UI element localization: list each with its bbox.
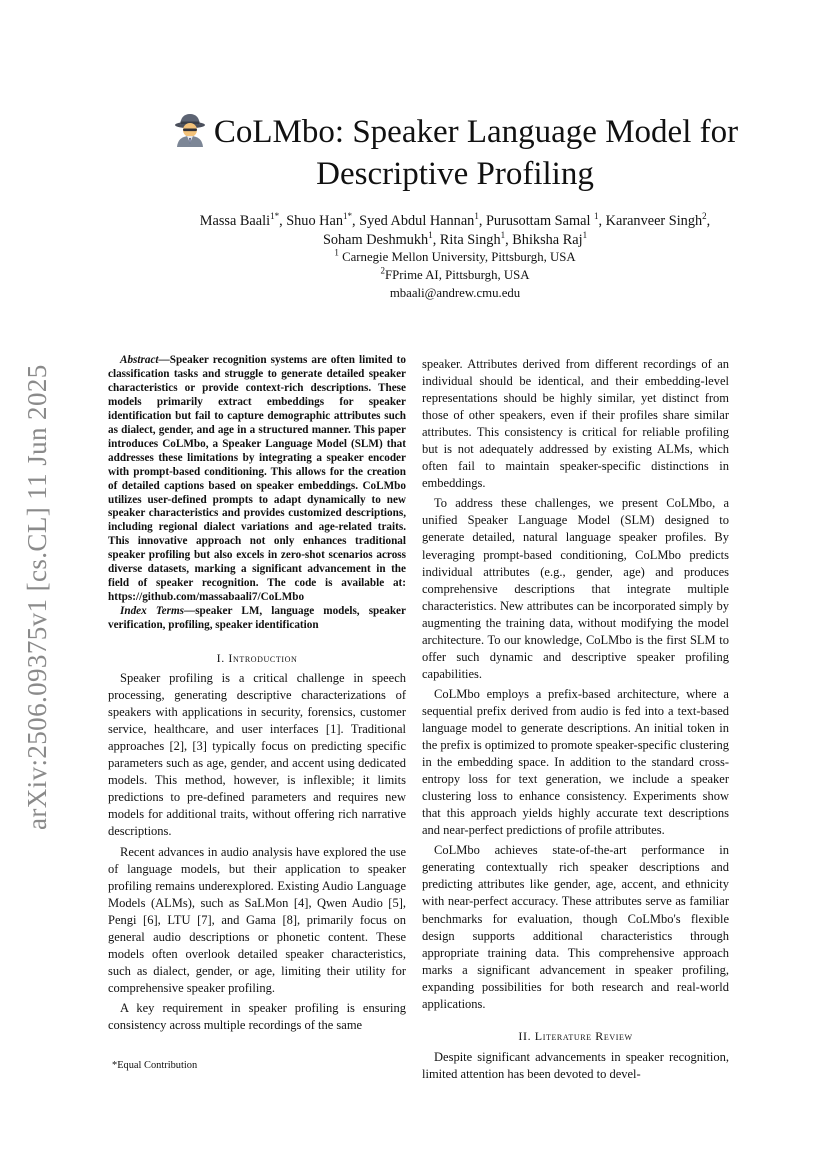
- paper-title: [100, 111, 810, 195]
- literature-paragraph-1: Despite significant advancements in speaker recognition, limited attention has been devoted to devel-: [422, 1049, 729, 1081]
- abstract: [108, 354, 406, 605]
- affiliation-1: $^1$ Carnegie Mellon University, Pittsburgh, USA: [334, 247, 576, 264]
- authors-line-1: Massa Baali$^{1*}$, Shuo Han$^{1*}$, Syed Abdul Hannan$^1$, Purusottam Samal $^1$, Karanveer Singh$^2$,: [199, 211, 711, 229]
- authors-line-2: Soham Deshmukh$^1$, Rita Singh$^1$, Bhiksha Raj$^1$: [322, 230, 588, 248]
- arxiv-stamp: arXiv:2506.09375v1 [cs.CL] 11 Jun 2025: [22, 364, 52, 830]
- detective-emoji-icon: [172, 113, 208, 147]
- section-heading-literature-review: II. Literature Review: [518, 1028, 633, 1043]
- index-terms: [108, 605, 406, 633]
- abstract-text: —Speaker recognition systems are often limited to classification tasks and struggle to generate detailed speaker characteristics or provide context-rich descriptions. These models primarily extract embeddings for speaker identification but fail to capture demographic attributes such as dialect, gender, and age in a structured manner. This paper introduces CoLMbo, a Speaker Language Model (SLM) that addresses these limitations by integrating a speaker encoder with prompt-based conditioning. This allows for the creation of detailed captions based on speaker embeddings. CoLMbo utilizes user-defined prompts to adapt dynamically to new speaker characteristics and provides customized descriptions, including regional dialect variations and age-related traits. This innovative approach not only enhances traditional speaker profiling but also excels in zero-shot scenarios across diverse datasets, marking a significant advancement in the field of speaker recognition. The code is available at: https://github.com/massabaali7/CoLMbo: [108, 354, 406, 604]
- intro-paragraph-2: Recent advances in audio analysis have explored the use of language models, but their application to speaker profiling remains underexplored. Existing Audio Language Models (ALMs), such as SaLMon [4], Qwen Audio [5], Pengi [6], LTU [7], and Gama [8], primarily focus on general audio descriptions or phonetic content. These models often overlook detailed speaker characteristics, such as dialect, gender, or age, limiting their utility for comprehensive speaker profiling.: [108, 844, 406, 995]
- right-paragraph-3: CoLMbo employs a prefix-based architecture, where a sequential prefix derived from audio is fed into a text-based language model to generate descriptions. An initial token in the prefix is optimized to promote speaker-specific clustering in the embedding space. In addition to the standard cross-entropy loss for text generation, we include a speaker clustering loss to enhance consistency. Experiments show that this approach yields highly accurate text descriptions and near-perfect predictions of profile attributes.: [422, 686, 729, 838]
- title-line-2: Descriptive Profiling: [316, 156, 594, 192]
- footnote-equal-contribution: *Equal Contribution: [112, 1060, 198, 1071]
- affiliation-2: $^2$FPrime AI, Pittsburgh, USA: [380, 265, 530, 282]
- abstract-label: Abstract: [120, 354, 159, 366]
- section-heading-introduction: I. Introduction: [216, 651, 298, 666]
- index-terms-label: Index Terms: [120, 605, 184, 618]
- right-paragraph-2: To address these challenges, we present CoLMbo, a unified Speaker Language Model (SLM) designed to generate detailed, natural language speaker profiles. By leveraging prompt-based conditioning, CoLMbo predicts individual attributes (e.g., gender, age) and produces comprehensive descriptions that integrate multiple characteristics. New attributes can be incorporated simply by augmenting the training data, without modifying the model architecture. To our knowledge, CoLMbo is the first SLM to offer such dynamic and descriptive speaker profiling capabilities.: [422, 496, 729, 681]
- intro-paragraph-1: Speaker profiling is a critical challenge in speech processing, generating descriptive characterizations of speakers with applications in security, forensics, customer service, healthcare, and user interfaces [1]. Traditional approaches [2], [3] typically focus on predicting specific parameters such as age, gender, and accent using dedicated models. This method, however, is inflexible; it limits predictions to pre-defined parameters and requires new models for additional traits, without offering rich narrative descriptions.: [108, 671, 406, 839]
- author-email: mbaali@andrew.cmu.edu: [389, 286, 521, 300]
- title-line-1: [100, 111, 810, 153]
- title-text-1: CoLMbo: Speaker Language Model for: [213, 114, 739, 150]
- right-paragraph-1: speaker. Attributes derived from different recordings of an individual should be identical, and their embedding-level representations should be highly similar, yet distinct from those of other speakers, even if their profiles share similar attributes. This consistency is critical for reliable profiling but is not adequately addressed by existing ALMs, which often fail to maintain speaker-specific distinctions in embeddings.: [422, 357, 729, 491]
- right-paragraph-4: CoLMbo achieves state-of-the-art performance in generating contextually rich speaker descriptions and predicting attributes like gender, age, accent, and ethnicity with near-perfect accuracy. These attributes serve as familiar benchmarks for evaluation, though CoLMbo's flexible design supports additional characteristics through appropriate training data. This comprehensive approach marks a significant advancement in speaker profiling, expanding possibilities for both research and real-world applications.: [422, 843, 729, 1011]
- index-terms-text: —speaker LM, language models, speaker verification, profiling, speaker identification: [108, 605, 406, 632]
- left-column: [108, 354, 406, 1034]
- intro-paragraph-3: A key requirement in speaker profiling is ensuring consistency across multiple recordings of the same: [108, 1000, 406, 1032]
- author-list: [100, 212, 810, 250]
- right-column: [422, 356, 729, 1083]
